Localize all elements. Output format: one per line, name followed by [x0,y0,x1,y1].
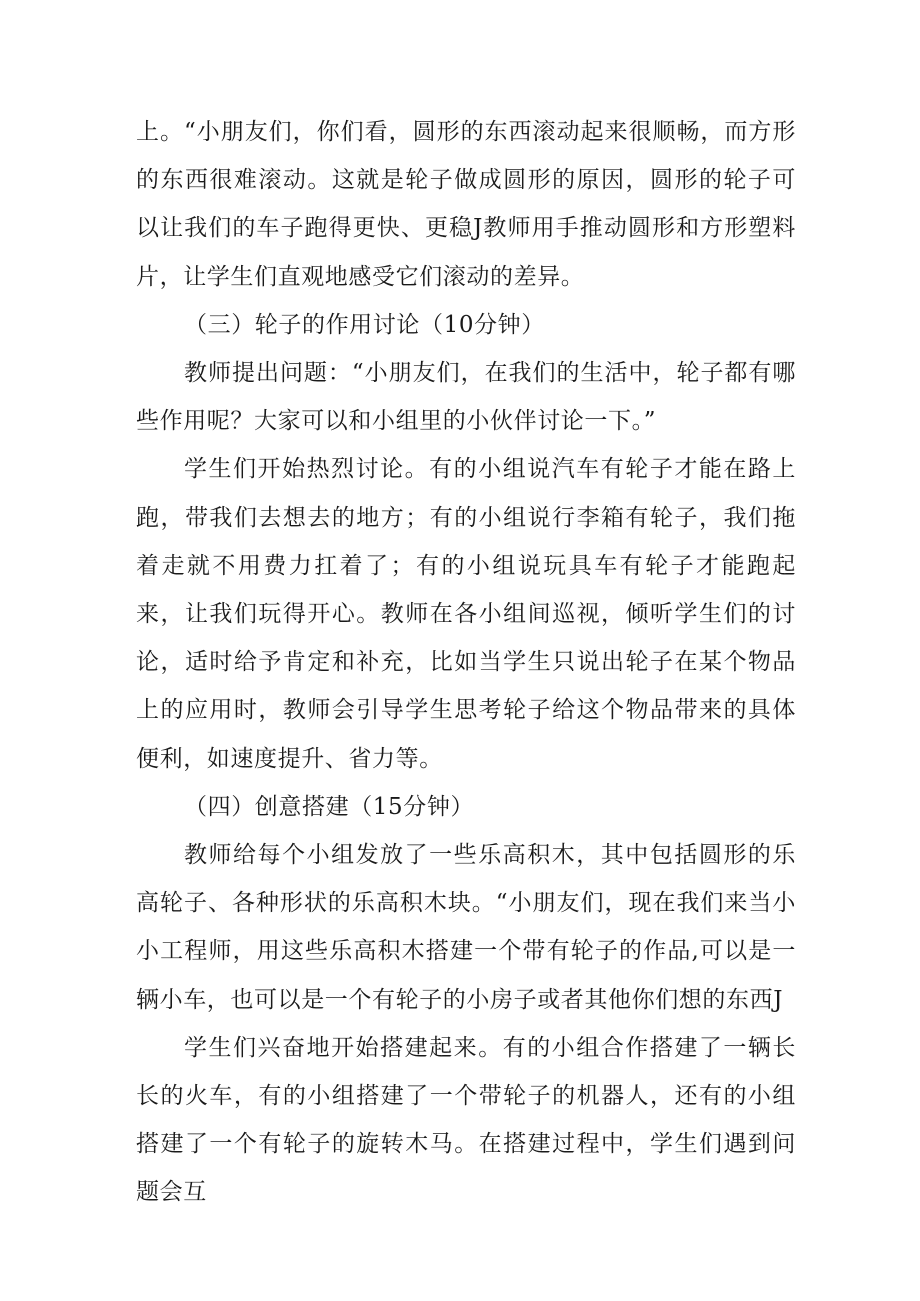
paragraph-continuation: 上。“小朋友们，你们看，圆形的东西滚动起来很顺畅，而方形的东西很难滚动。这就是轮子做成圆形的原因，圆形的轮子可以让我们的车子跑得更快、更稳J教师用手推动圆形和方形塑料片，让学生们直观地感受它们滚动的差异。 [136,119,796,290]
paragraph-teacher-question: 教师提出问题：“小朋友们，在我们的生活中，轮子都有哪些作用呢？大家可以和小组里的小伙伴讨论一下。” [136,360,796,435]
document-body [136,108,796,1217]
paragraph-student-discussion: 学生们开始热烈讨论。有的小组说汽车有轮子才能在路上跑，带我们去想去的地方；有的小组说行李箱有轮子，我们拖着走就不用费力扛着了；有的小组说玩具车有轮子才能跑起来，让我们玩得开心。教师在各小组间巡视，倾听学生们的讨论，适时给予肯定和补充，比如当学生只说出轮子在某个物品上的应用时，教师会引导学生思考轮子给这个物品带来的具体便利，如速度提升、省力等。 [136,456,796,772]
paragraph-lego-distribution: 教师给每个小组发放了一些乐高积木，其中包括圆形的乐高轮子、各种形状的乐高积木块。“小朋友们，现在我们来当小小工程师，用这些乐高积木搭建一个带有轮子的作品,可以是一辆小车，也可以是一个有轮子的小房子或者其他你们想的东西J [136,842,796,1013]
paragraph-student-building: 学生们兴奋地开始搭建起来。有的小组合作搭建了一辆长长的火车，有的小组搭建了一个带轮子的机器人，还有的小组搭建了一个有轮子的旋转木马。在搭建过程中，学生们遇到问题会互 [136,1034,796,1206]
section-heading-three: （三）轮子的作用讨论（10分钟） [184,311,545,338]
section-heading-four: （四）创意搭建（15分钟） [184,793,475,820]
